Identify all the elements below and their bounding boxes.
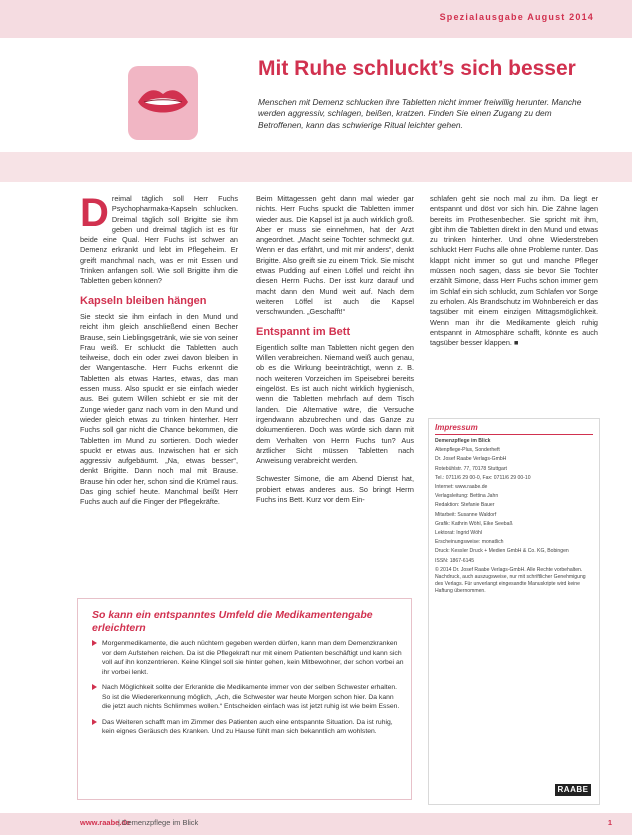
list-item: Das Weiteren schafft man im Zimmer des Patienten auch eine entspannte Situation. Da ist ruhig, kein eignes Geräusch des Kranken. Und zu Hause fühlt man sich bekanntlich am wohlsten. [92, 718, 404, 737]
bullet-triangle-icon [92, 719, 97, 725]
impressum-text: Demenzpflege im Blick Altenpflege-Plus, Sonderheft Dr. Josef Raabe Verlags-GmbH Rotebühlstr. 77, 70178 Stuttgart Tel.: 0711/6 29 00-0, Fax: 0711/6 29 00-10 Internet: www.raabe.de Verlagsleitung: Bettina Jahn Redaktion: Stefanie Bauer Mitarbeit: Susanne Waldorf Grafik: Kathrin Wöhl, Eike Seebaß Lektorat: Ingrid Wöhl Erscheinungsweise: monatlich Druck: Kessler Druck + Medien GmbH & Co. KG, Bobingen ISSN: 1867-6145 © 2014 Dr. Josef Raabe Verlags-GmbH. Alle Rechte vorbehalten. Nachdruck, auch auszugsweise, nur mit schriftlicher Genehmigung des Verlags. Für unverlangt eingesandte Manuskripte wird keine Haftung übernommen. [435, 438, 586, 595]
footer-brand: | Demenzpflege im Blick [118, 818, 199, 827]
column-3 [430, 194, 598, 348]
lips-icon [136, 82, 190, 122]
bullet-triangle-icon [92, 640, 97, 646]
footer-bar [0, 813, 632, 835]
section-heading-entspannt: Entspannt im Bett [256, 325, 351, 338]
article-subtitle: Menschen mit Demenz schlucken ihre Tabletten nicht immer freiwillig herunter. Manche werden aggressiv, schlagen, beißen, kratzen. Finden Sie einen Zugang zu dem Betroffenen, kann das schwierige Ritual leichter gehen. [258, 97, 582, 130]
list-item: Morgenmedikamente, die auch nüchtern gegeben werden dürfen, kann man dem Demenzkranken vor dem Aufstehen reichen. Da ist die Pflegekraft nur mit einem Patienten beschäftigt und kann sich voll auf ihn konzentrieren. Keine Klingel soll sie hinter gehen, kein Mitbewohner, der schon vorbei an ihr vorbei lenkt. [92, 639, 404, 677]
tips-list [92, 639, 404, 743]
list-item: Nach Möglichkeit sollte der Erkrankte die Medikamente immer von der selben Schwester erhalten. So ist die Wiedererkennung möglich, „Ach, die Schwester war heute Morgen schon hier. Da kann die jetzt auch nichts Schlimmes wollen.“ Entscheiden einfach was ist jetzt ruhig ist wie beim Essen. [92, 683, 404, 712]
top-banner [0, 0, 632, 38]
body-paragraph: Beim Mittagessen geht dann mal wieder gar nichts. Herr Fuchs spuckt die Tabletten immer wieder aus. Die Kapsel ist ja auch wirklich groß. Aber er muss sie einnehmen, hat der Arzt angeordnet. „Macht seine Tochter schmeckt gut. Wenn er das erfährt, und mit mir anders“, denkt Brigitte. Also greift sie zu einem Trick. Sie mischt etwas Pudding auf einen Löffel und reicht ihn diesen Herrn Fuchs. Der isst kurz darauf und macht dann den Mund weit auf. Nach dem weiteren Löffel ist auch die Kapsel verschwunden. „Geschafft!“ [256, 194, 414, 317]
raabe-logo: RAABE [555, 784, 591, 796]
issue-label: Spezialausgabe August 2014 [439, 12, 594, 22]
intro-paragraph: reimal täglich soll Herr Fuchs Psychopharmaka-Kapseln schlucken. Dreimal täglich soll Brigitte sie ihm geben und dreimal täglich ist es für beide eine Qual. Herr Fuchs ist schwer an Demenz erkrankt und lebt im Pflegeheim. Er greift manchmal nach, was er mit Essen und Trinken anfangen soll. Wie soll Brigitte ihm die Tabletten geben können? [80, 194, 238, 286]
column-2 [256, 194, 414, 505]
impressum-box [428, 418, 600, 805]
footer-url-link[interactable]: www.raabe.de [80, 818, 131, 827]
lips-logo [128, 66, 198, 140]
body-paragraph: Sie steckt sie ihm einfach in den Mund und reicht ihm gleich anschließend einen Becher Brause, sein Lieblingsgetränk, wie sie von seiner Frau weiß. Er schluckt die Tabletten auch teilweise, doch ein oder zwei davon bleiben in der Wangentasche. Herr Fuchs erkennt die Tabletten als etwas Hartes, etwas, das man essen muss. Also spuckt er sie einfach wieder aus. Bei gutem Willen schiebt er sie mit der Zunge wieder ganz nach vorn in den Mund und wieder gleich etwas zu trinken hinterher. Herr Fuchs soll gar nicht die Chance bekommen, die Tabletten im Mund zu sortieren. Doch wieder spuckt er etwas aus. Inzwischen hat er sich aggressiv aufgebäumt. „Na, etwas besser“, denkt Brigitte. Dann noch mal mit Brause. Brause hin oder her, schon sind die Krümel raus. Das ging schief heute. Manchmal beißt Herr Fuchs auch auf die Finger der Pflegekräfte. [80, 311, 238, 507]
section-heading-kapseln: Kapseln bleiben hängen [80, 294, 207, 307]
drop-cap: D [80, 191, 109, 235]
divider [435, 434, 593, 435]
article-title: Mit Ruhe schluckt’s sich besser [258, 57, 576, 80]
body-paragraph: Schwester Simone, die am Abend Dienst hat, probiert etwas anderes aus. So bringt Herrn Fuchs ins Bett. Kurz vor dem Ein- [256, 474, 414, 505]
page-number: 1 [607, 818, 612, 827]
tips-box-title: So kann ein entspanntes Umfeld die Medikamentengabe erleichtern [92, 609, 373, 634]
impressum-heading: Impressum [435, 423, 478, 432]
tips-box [77, 598, 412, 800]
decorative-band [0, 152, 632, 182]
body-paragraph: Eigentlich sollte man Tabletten nicht gegen den Willen verabreichen. Niemand weiß auch genau, ob es die Wirkung beeinträchtigt, wenn z. B. noch weiteren Vorzeichen im Speisebrei bereits eingelöst. Es ist auch nicht wirklich hygienisch, wenn die Tabletten mehrfach auf dem Tisch landen. Die Alternative wäre, die Versuche irgendwann abzubrechen und das Ganze zu dokumentieren. Doch was würde sich dann mit dem Verhalten von Herrn Fuchs tun? Aus ärztlicher Sicht müssen Tabletten nach Anweisung verabreicht werden. [256, 342, 414, 466]
body-paragraph: schlafen geht sie noch mal zu ihm. Da liegt er entspannt und döst vor sich hin. Die Zähne lagen bereits im Prothesenbecher. Sie spricht mit ihm, gibt ihm die Tabletten direkt in den Mund und etwas zu trinken hinterher. Und ohne Wiederstreben schluckt Herr Fuchs alle ohne Probleme runter. Das klappt nicht immer so gut und manche Pfleger müssen noch sagen, dass sie bevor Sie Tochter erzählt Simone, dass Herr Fuchs schon immer gern im Schlaf ein sich schluckt, zum Schlafen vor Sorge zu erholen. Als Brandschutz im Wohnbereich er das tagsüber mit einem einzigen Mittagsmöglichkeit. Wenn man ihr die Medikamente gleich ruhig entspannt in Atmosphäre schafft, könnte es auch tagsüber besser klappen. ■ [430, 194, 598, 348]
bullet-triangle-icon [92, 684, 97, 690]
column-1 [80, 191, 238, 508]
